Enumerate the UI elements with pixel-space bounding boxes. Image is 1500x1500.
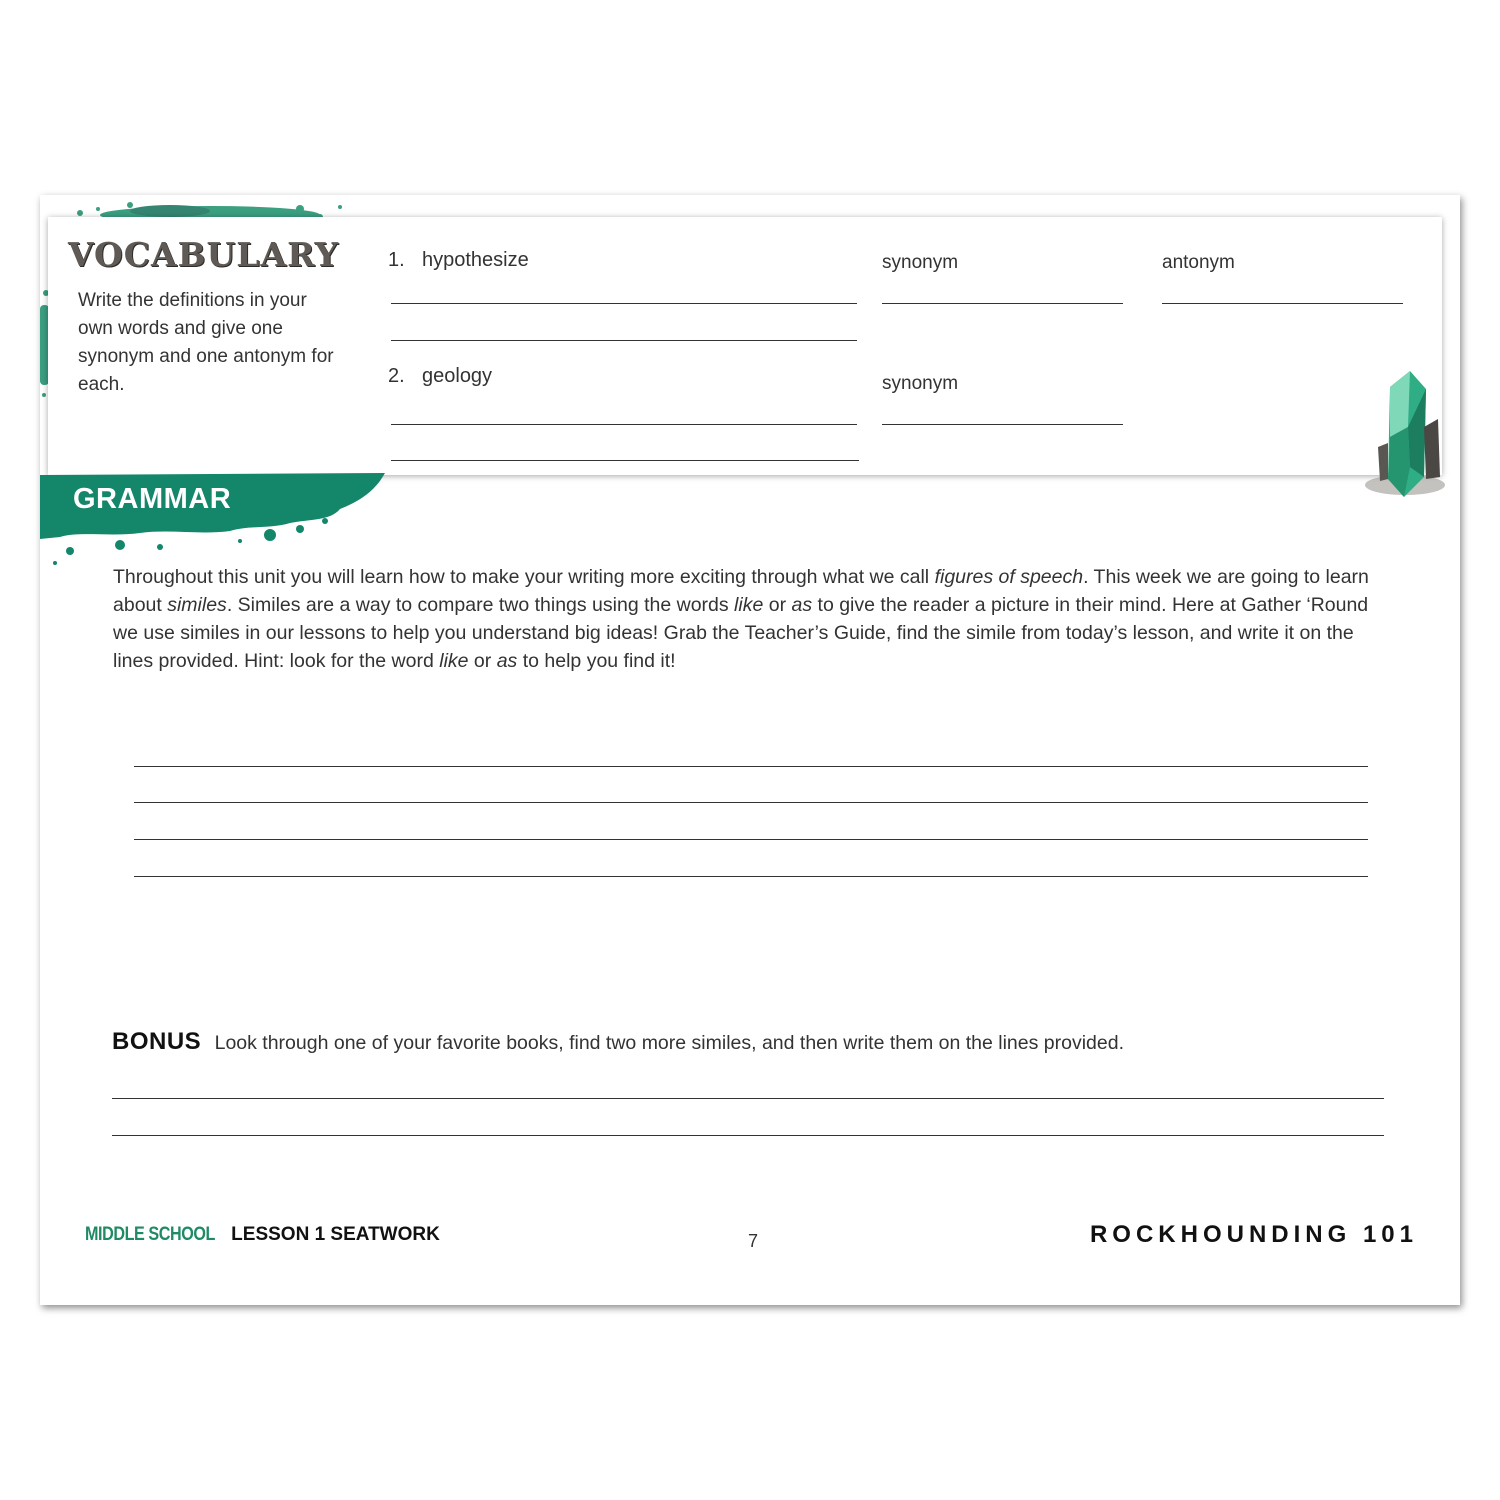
bonus-instructions: Look through one of your favorite books, find two more similes, and then write them on the lines provided. — [214, 1032, 1125, 1054]
worksheet-page — [40, 195, 1460, 1305]
grammar-emphasis: as — [791, 594, 813, 616]
grammar-emphasis: like — [734, 594, 764, 616]
footer-left — [85, 1224, 440, 1246]
grammar-answer-line-2[interactable] — [134, 802, 1368, 803]
grammar-answer-line-3[interactable] — [134, 839, 1368, 840]
item-2-synonym-line[interactable] — [882, 424, 1123, 425]
bonus-label: BONUS — [112, 1028, 202, 1055]
item-2-word: geology — [422, 365, 493, 387]
grammar-text-part: Throughout this unit you will learn how to make your writing more exciting through what we call — [113, 566, 935, 588]
grammar-text-part: or — [763, 594, 792, 616]
emerald-crystal-illustration — [1360, 367, 1460, 507]
grammar-answer-line-1[interactable] — [134, 766, 1368, 767]
item-1-synonym-label: synonym — [882, 252, 959, 273]
item-2-definition-line-1[interactable] — [391, 424, 857, 425]
grammar-text-part: to help you find it! — [517, 650, 676, 672]
grammar-text-part: . Similes are a way to compare two things using the words — [226, 594, 735, 616]
item-2-synonym-label: synonym — [882, 373, 959, 394]
item-1-word: hypothesize — [422, 249, 529, 271]
vocabulary-box — [48, 217, 1442, 475]
bonus-section — [112, 1028, 1412, 1056]
item-2-definition-line-2[interactable] — [391, 460, 859, 461]
item-1-antonym-label: antonym — [1162, 252, 1235, 273]
bonus-answer-line-1[interactable] — [112, 1098, 1384, 1099]
item-1-definition-line-2[interactable] — [391, 340, 857, 341]
page-number: 7 — [748, 1231, 759, 1251]
grammar-emphasis: figures of speech — [934, 566, 1084, 588]
grammar-text-part: or — [468, 650, 497, 672]
vocabulary-title: VOCABULARY — [68, 235, 340, 274]
grammar-emphasis: like — [439, 650, 469, 672]
bonus-answer-line-2[interactable] — [112, 1135, 1384, 1136]
grammar-emphasis: similes — [167, 594, 227, 616]
footer-lesson: LESSON 1 SEATWORK — [231, 1224, 440, 1245]
item-2-number: 2. — [388, 365, 405, 387]
grammar-title: GRAMMAR — [73, 483, 232, 515]
grammar-emphasis: as — [496, 650, 518, 672]
item-1-synonym-line[interactable] — [882, 303, 1123, 304]
item-1-definition-line-1[interactable] — [391, 303, 857, 304]
grammar-text-part: to give the reader a picture in their mind. Here at Gather ‘Round we use similes in our lessons to help you understand big ideas! Grab the Teacher’s Guide, find the simile from today’s lesson, and write it on the lines provided. Hint: look for the word — [113, 594, 1369, 672]
footer-course-title: ROCKHOUNDING 101 — [1089, 1221, 1418, 1248]
item-1-number: 1. — [388, 249, 405, 271]
grammar-text-part: . This week we are going to learn about — [113, 566, 1369, 616]
grammar-instructions — [113, 563, 1378, 675]
vocabulary-instructions: Write the definitions in your own words and give one synonym and one antonym for each. — [78, 290, 334, 395]
footer-level: MIDDLE SCHOOL — [85, 1224, 215, 1245]
item-1-antonym-line[interactable] — [1162, 303, 1403, 304]
grammar-answer-line-4[interactable] — [134, 876, 1368, 877]
